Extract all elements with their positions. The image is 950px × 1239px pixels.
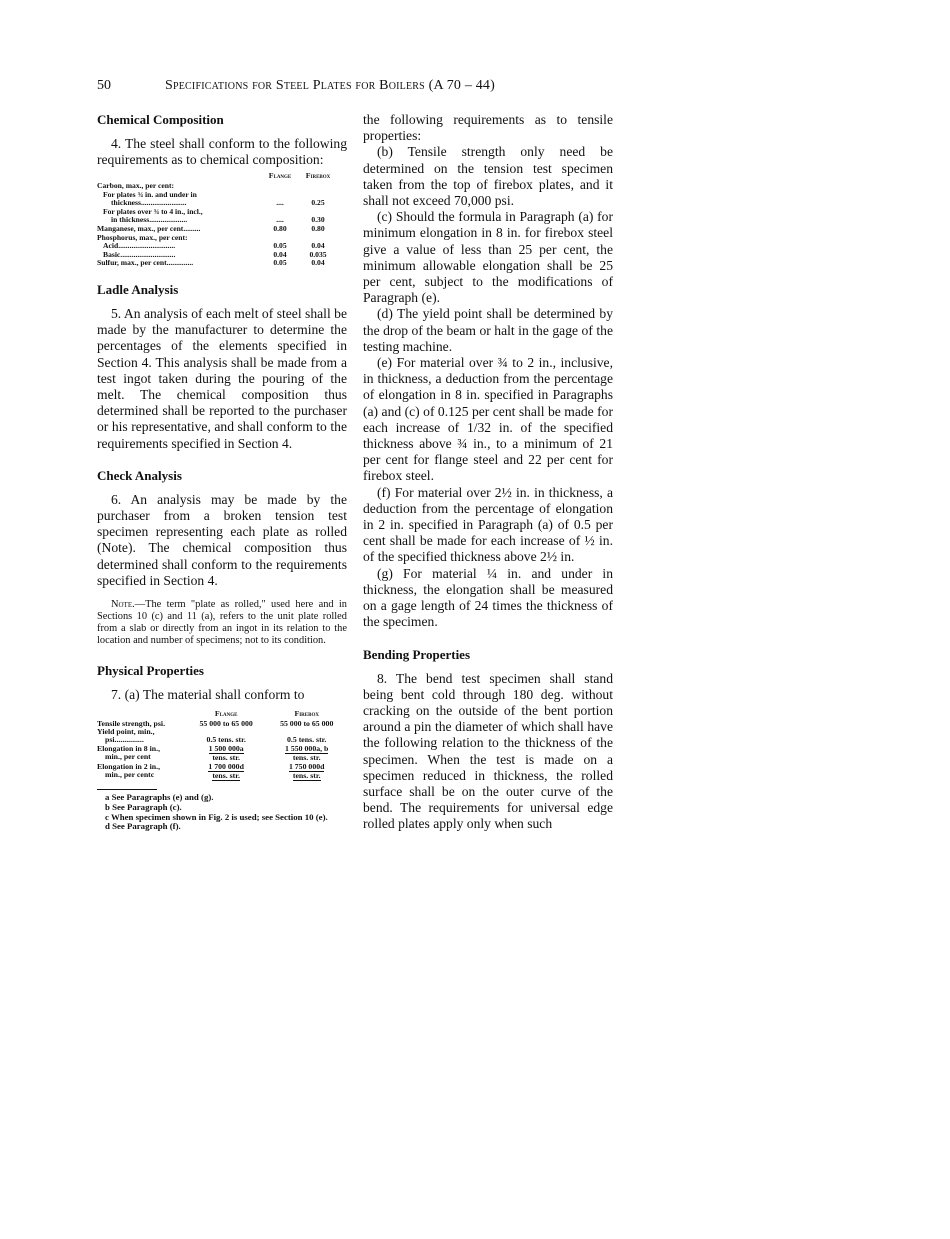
- right-column: [363, 112, 613, 833]
- chem-col-firebox: Firebox: [305, 171, 331, 181]
- chem-row-flange: ....: [276, 215, 284, 225]
- chemical-heading: Chemical Composition: [97, 112, 224, 127]
- chem-row-flange: 0.05: [273, 258, 287, 268]
- chem-row-firebox: 0.035: [309, 249, 327, 259]
- tensile-firebox: 55 000 to 65 000: [280, 718, 334, 728]
- chemical-para: 4. The steel shall conform to the following requirements as to chemical composition:: [97, 136, 347, 168]
- chem-row-label: Acid..............................: [103, 241, 176, 251]
- footnote: a See Paragraphs (e) and (g).: [105, 792, 214, 803]
- chem-row-flange: [261, 182, 299, 191]
- el2-flange-den: tens. str.: [212, 771, 240, 781]
- el8-label-1: Elongation in 8 in.,: [97, 743, 161, 753]
- note-label: Note.: [111, 598, 135, 610]
- el2-label-1: Elongation in 2 in.,: [97, 761, 161, 771]
- physical-footnotes: [97, 789, 347, 831]
- footnote: c When specimen shown in Fig. 2 is used; see Section 10 (e).: [105, 811, 328, 822]
- running-title: Specifications for Steel Plates for Boilers (A 70 – 44): [165, 78, 495, 93]
- footnote-rule: [97, 789, 157, 790]
- para-c: (c) Should the formula in Paragraph (a) for minimum elongation in 8 in. for firebox steel give a value of less than 25 per cent, the minimum allowable elongation shall be 25 per cent, subject to the modifications of Paragraph (e).: [363, 209, 613, 306]
- chem-row-firebox: 0.04: [311, 241, 325, 251]
- el8-firebox-num: 1 550 000a, b: [285, 743, 329, 753]
- chem-row-label: in thickness....................: [111, 215, 188, 225]
- yield-firebox: 0.5 tens. str.: [287, 735, 327, 745]
- el8-flange-den: tens. str.: [212, 753, 240, 763]
- chem-row-firebox: 0.25: [311, 198, 325, 208]
- check-para: 6. An analysis may be made by the purchaser from a broken tension test specimen representing each plate as rolled (Note). The chemical composition thus determined shall conform to the requirements specified in Section 4.: [97, 491, 347, 588]
- chem-col-flange: Flange: [268, 171, 292, 181]
- para-8: 8. The bend test specimen shall stand being bent cold through 180 deg. without cracking on the outside of the bent portion around a pin the diameter of which shall have the following relation to the thickness of the specimen. When the test is made on a specimen reduced in thickness, the rolled surface shall be on the outer curve of the bend. The requirements for universal edge rolled plates apply only when such: [363, 670, 613, 832]
- yield-flange: 0.5 tens. str.: [206, 735, 246, 745]
- chem-row: [97, 259, 337, 268]
- chem-row-label: thickness........................: [111, 198, 187, 208]
- tensile-flange: 55 000 to 65 000: [199, 718, 253, 728]
- chem-row-label: Carbon, max., per cent:: [97, 181, 175, 190]
- yield-label-1: Yield point, min.,: [97, 727, 155, 736]
- chem-row-label: For plates over ¾ to 4 in., incl.,: [103, 206, 203, 216]
- chem-row-label: Sulfur, max., per cent..............: [97, 258, 194, 268]
- yield-label-2: psi...............: [105, 735, 144, 745]
- chem-row-firebox: 0.04: [311, 258, 325, 268]
- el2-firebox-num: 1 750 000d: [288, 761, 325, 771]
- physical-heading: Physical Properties: [97, 662, 204, 678]
- physical-para: 7. (a) The material shall conform to: [111, 686, 305, 702]
- chem-row-label: Manganese, max., per cent.........: [97, 223, 201, 233]
- el8-label-2: min., per cent: [105, 752, 151, 762]
- chem-row-firebox: [299, 182, 337, 191]
- para-e: (e) For material over ¾ to 2 in., inclusive, in thickness, a deduction from the percentage of elongation in 8 in. specified in Paragraphs (a) and (c) of 0.125 per cent shall be made for each increase of 1/32 in. of the specified thickness above ¾ in., to a minimum of 21 per cent for flange steel and 22 per cent for firebox steel.: [363, 355, 613, 484]
- chem-row-flange: ....: [276, 198, 284, 208]
- ladle-heading: Ladle Analysis: [97, 281, 179, 297]
- chem-row-flange: 0.80: [273, 223, 287, 233]
- page-header: [97, 78, 617, 94]
- el8-flange-num: 1 500 000a: [208, 743, 244, 753]
- chem-row-firebox: 0.30: [311, 215, 325, 225]
- el2-flange-num: 1 700 000d: [208, 761, 244, 771]
- chem-row-label: Phosphorus, max., per cent:: [97, 232, 188, 242]
- phys-col-flange: Flange: [214, 709, 238, 719]
- chem-row-label: For plates ¾ in. and under in: [103, 189, 197, 199]
- bending-heading: Bending Properties: [363, 646, 471, 662]
- para-b: (b) Tensile strength only need be determined on the tension test specimen taken from the top of firebox plates, and it shall not exceed 70,000 psi.: [363, 144, 613, 209]
- para-g: (g) For material ¼ in. and under in thickness, the elongation shall be measured on a gage length of 24 times the thickness of the specimen.: [363, 565, 613, 630]
- page-number: 50: [97, 78, 111, 93]
- para-d: (d) The yield point shall be determined by the drop of the beam or halt in the gage of the testing machine.: [363, 306, 613, 354]
- phys-col-firebox: Firebox: [294, 709, 319, 719]
- chem-row-label: Basic.............................: [103, 249, 176, 259]
- ladle-para: 5. An analysis of each melt of steel shall be made by the manufacturer to determine the percentages of the elements specified in Section 4. This analysis shall be made from a test ingot taken during the pouring of the melt. The chemical composition thus determined shall be reported to the purchaser or his representative, and shall conform to the requirements specified in Section 4.: [97, 305, 347, 451]
- el2-label-2: min., per centc: [105, 770, 155, 780]
- el8-firebox-den: tens. str.: [292, 753, 321, 763]
- check-heading: Check Analysis: [97, 467, 182, 483]
- tensile-intro: the following requirements as to tensile properties:: [363, 112, 613, 144]
- chem-row-flange: 0.04: [273, 249, 287, 259]
- footnote: d See Paragraph (f).: [105, 821, 181, 832]
- el2-firebox-den: tens. str.: [292, 771, 321, 781]
- note-text: —The term "plate as rolled," used here and in Sections 10 (c) and 11 (a), refers to the unit plate rolled from a slab or directly from an ingot in its relation to the location and number of specimens; not to its condition.: [97, 598, 347, 646]
- check-note: [97, 599, 347, 647]
- para-f: (f) For material over 2½ in. in thickness, a deduction from the percentage of elongation in 2 in. specified in Paragraph (a) of 0.5 per cent shall be made for each increase of ½ in. of the specified thickness above 2½ in.: [363, 484, 613, 565]
- physical-table: [97, 709, 347, 781]
- chemical-table: [97, 172, 337, 268]
- left-column: [97, 112, 347, 832]
- footnote: b See Paragraph (c).: [105, 802, 182, 813]
- tensile-label: Tensile strength, psi.: [97, 718, 166, 728]
- chem-row-flange: 0.05: [273, 241, 287, 251]
- chem-row-firebox: 0.80: [311, 223, 325, 233]
